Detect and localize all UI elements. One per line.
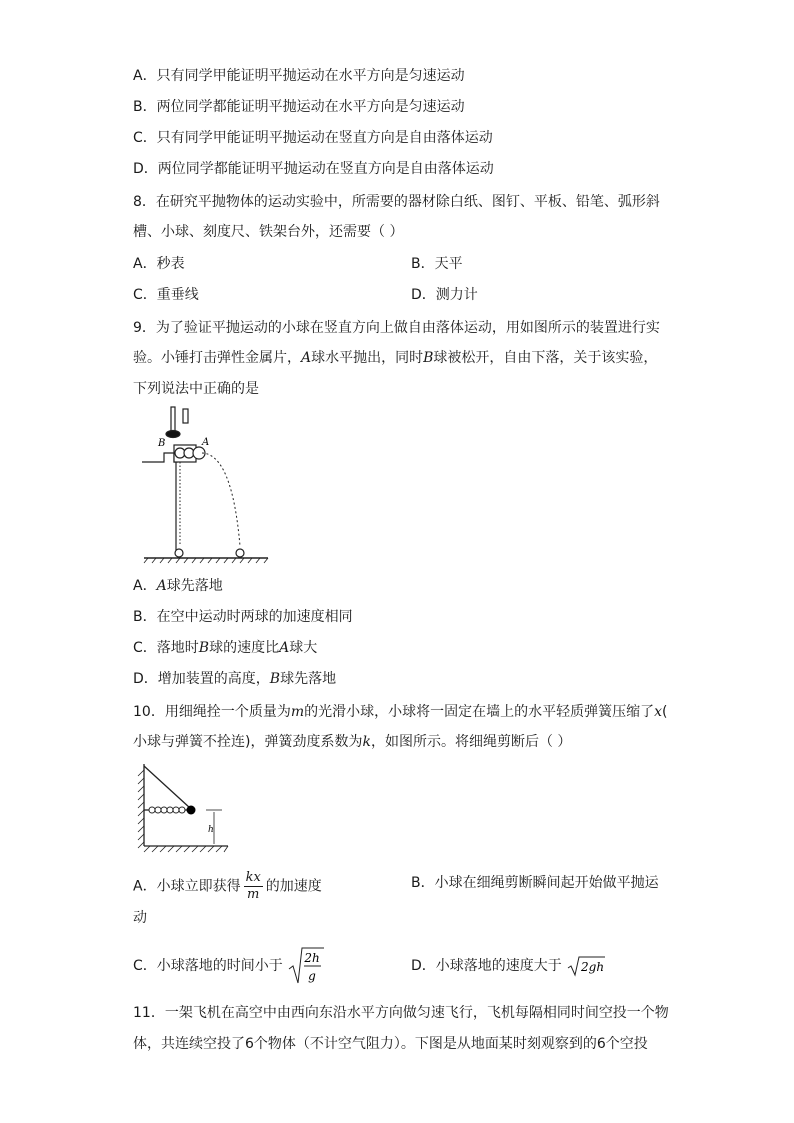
q10-fraction-kx-over-m [244, 870, 263, 903]
q9-var-a: A [156, 578, 167, 594]
q10-stem-text: 小球与弹簧不拴连)，弹簧劲度系数为 [133, 734, 363, 750]
q10-var-m: m [290, 704, 305, 720]
q10-var-k: k [362, 734, 371, 750]
q10-option-c-prefix: C．小球落地的时间小于 [133, 958, 283, 974]
q9-option-c-text: 球大 [289, 640, 318, 656]
q11-stem-line2: 体，共连续空投了6个物体（不计空气阻力）。下图是从地面某时刻观察到的6个空投 [133, 1036, 648, 1052]
q10-option-d-prefix: D．小球落地的速度大于 [411, 958, 562, 974]
q9-option-d-prefix: D．增加装置的高度， [133, 671, 270, 687]
fraction-denominator: g [308, 969, 317, 983]
q10-option-a [133, 870, 322, 903]
q7-option-d: D．两位同学都能证明平抛运动在竖直方向是自由落体运动 [133, 161, 494, 177]
q9-option-d [133, 669, 336, 689]
q9-stem-line1: 9．为了验证平抛运动的小球在竖直方向上做自由落体运动，用如图所示的装置进行实 [133, 320, 660, 336]
q9-var-b: B [423, 350, 434, 366]
fraction-numerator: 2h [304, 951, 320, 965]
q10-var-x: x [654, 704, 663, 720]
q9-figure-label-b: B [158, 438, 166, 449]
q10-stem-text: ( [662, 704, 668, 720]
q10-option-a-prefix: A．小球立即获得 [133, 878, 241, 895]
q7-option-c: C．只有同学甲能证明平抛运动在竖直方向是自由落体运动 [133, 130, 493, 146]
fraction-numerator: kx [245, 870, 261, 885]
q9-var-a: A [279, 640, 290, 656]
q10-sqrt-2h-over-g [287, 945, 325, 987]
radicand: 2gh [581, 960, 605, 974]
q9-option-c [133, 638, 317, 658]
q8-option-d: D．测力计 [411, 287, 478, 303]
q9-option-b: B．在空中运动时两球的加速度相同 [133, 609, 353, 625]
q7-option-a: A．只有同学甲能证明平抛运动在水平方向是匀速运动 [133, 68, 465, 84]
q10-option-c [133, 945, 325, 987]
fraction-denominator: m [247, 887, 260, 902]
q9-apparatus-figure [140, 404, 272, 564]
q9-option-c-prefix: C．落地时 [133, 640, 199, 656]
q10-stem-line1 [133, 702, 667, 722]
q8-option-b: B．天平 [411, 256, 463, 272]
q7-option-b: B．两位同学都能证明平抛运动在水平方向是匀速运动 [133, 99, 465, 115]
q10-option-a-text: 的加速度 [265, 878, 322, 895]
q10-option-d [411, 955, 606, 977]
q10-sqrt-2gh [566, 955, 606, 977]
q10-figure-label-h: h [208, 825, 214, 835]
q9-stem-text: 球水平抛出，同时 [311, 350, 424, 366]
q8-option-a: A．秒表 [133, 256, 185, 272]
q10-stem-text: 的光滑小球，小球将一固定在墙上的水平轻质弹簧压缩了 [304, 704, 655, 720]
q10-stem-text: ，如图所示。将细绳剪断后（ ） [370, 734, 572, 750]
q9-option-a-text: 球先落地 [166, 578, 223, 594]
q9-stem-text: 验。小锤打击弹性金属片， [133, 350, 301, 366]
q10-spring-figure [132, 760, 232, 856]
q9-option-a [133, 576, 223, 596]
q10-option-b-line2: 动 [133, 910, 147, 926]
q9-option-a-prefix: A． [133, 578, 157, 594]
q9-var-a: A [301, 350, 312, 366]
q9-option-d-text: 球先落地 [280, 671, 337, 687]
q10-stem-text: 10．用细绳拴一个质量为 [133, 704, 291, 720]
q8-option-c: C．重垂线 [133, 287, 199, 303]
q11-stem-line1: 11．一架飞机在高空中由西向东沿水平方向做匀速飞行，飞机每隔相同时间空投一个物 [133, 1005, 669, 1021]
q9-figure-label-a: A [202, 437, 210, 448]
q9-var-b: B [269, 671, 281, 687]
q8-stem-line1: 8．在研究平抛物体的运动实验中，所需要的器材除白纸、图钉、平板、铅笔、弧形斜 [133, 194, 660, 210]
q10-stem-line2 [133, 732, 571, 752]
q9-stem-line3: 下列说法中正确的是 [133, 381, 259, 397]
q9-stem-text: 球被松开，自由下落，关于该实验， [433, 350, 658, 366]
q9-option-c-text: 球的速度比 [209, 640, 280, 656]
q10-option-b-line1: B．小球在细绳剪断瞬间起开始做平抛运 [411, 875, 659, 891]
q9-var-b: B [198, 640, 210, 656]
q9-stem-line2 [133, 348, 657, 368]
q8-stem-line2: 槽、小球、刻度尺、铁架台外，还需要（ ） [133, 224, 404, 240]
